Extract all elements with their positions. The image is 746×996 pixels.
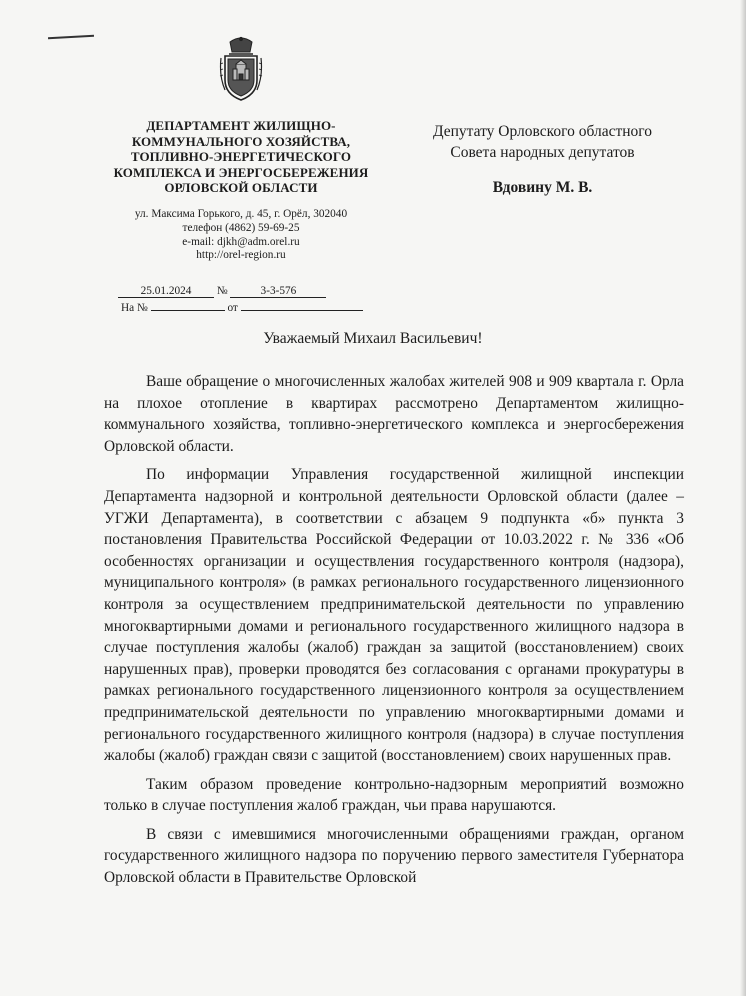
- paragraph: По информации Управления государственной жилищной инспекции Департамента надзорной и контрольной деятельности Орловской области (далее – УГЖИ Департамента), в соответствии с абзацем 9 подпункта «б» пункта 3 постановления Правительства Российской Федерации от 10.03.2022 г. № 336 «Об особенностях организации и осуществления государственного контроля (надзора), муниципального контроля» (в рамках регионального государственного лицензионного контроля за осуществлением предпринимательской деятельности по управлению многоквартирными домами и регионального государственного жилищного надзора в случае поступления жалобы (жалоб) граждан за защитой (восстановлением) своих нарушенных прав), проверки проводятся без согласования с органами прокуратуры в рамках регионального государственного лицензионного контроля за осуществлением предпринимательской деятельности по управлению многоквартирными домами и регионального государственного жилищного контроля (надзора) в случае поступления жалобы (жалоб) граждан связи с защитой (восстановлением) своих нарушенных прав.: [104, 466, 684, 765]
- addressee-line-2: Совета народных депутатов: [450, 144, 635, 161]
- orel-region-coat-of-arms-icon: [217, 36, 265, 102]
- department-name: ДЕПАРТАМЕНТ ЖИЛИЩНО-КОММУНАЛЬНОГО ХОЗЯЙСТВА, ТОПЛИВНО-ЭНЕРГЕТИЧЕСКОГО КОМПЛЕКСА И ЭНЕРГОСБЕРЕЖЕНИЯ ОРЛОВСКОЙ ОБЛАСТИ: [113, 118, 369, 195]
- department-address: ул. Максима Горького, д. 45, г. Орёл, 302040: [134, 208, 348, 220]
- paragraph: В связи с имевшимися многочисленными обращениями граждан, органом государственного жилищного надзора по поручению первого заместителя Губернатора Орловской области в Правительстве Орловской: [104, 825, 684, 887]
- department-website: http://orel-region.ru: [196, 249, 286, 262]
- addressee-block: [400, 121, 685, 198]
- registration-date: 25.01.2024: [118, 285, 214, 298]
- scan-pen-mark: [48, 35, 94, 39]
- greeting: Уважаемый Михаил Васильевич!: [263, 330, 483, 347]
- department-contacts: [100, 208, 382, 263]
- registration-ref-label: На №: [121, 302, 148, 314]
- addressee-name: Вдовину М. В.: [492, 179, 593, 196]
- department-phone: телефон (4862) 59-69-25: [182, 221, 300, 234]
- addressee-line-1: Депутату Орловского областного: [432, 123, 653, 140]
- paragraph: Таким образом проведение контрольно-надзорным мероприятий возможно только в случае поступления жалоб граждан, чьи права нарушаются.: [104, 775, 684, 815]
- registration-incoming: [121, 302, 363, 314]
- registration-from-date: [241, 310, 363, 311]
- registration-number-label: №: [216, 285, 228, 297]
- registration-from-label: от: [227, 302, 238, 314]
- registration-ref-number: [151, 310, 225, 311]
- registration-outgoing: [118, 285, 326, 298]
- paragraph: Ваше обращение о многочисленных жалобах жителей 908 и 909 квартала г. Орла на плохое отопление в квартирах рассмотрено Департаментом жилищно-коммунального хозяйства, топливно-энергетического комплекса и энергосбережения Орловской области.: [104, 373, 684, 455]
- department-email: e-mail: djkh@adm.orel.ru: [182, 235, 300, 248]
- scan-edge-shadow: [740, 0, 746, 996]
- registration-number: 3-3-576: [230, 285, 326, 298]
- letter-body: [104, 371, 684, 896]
